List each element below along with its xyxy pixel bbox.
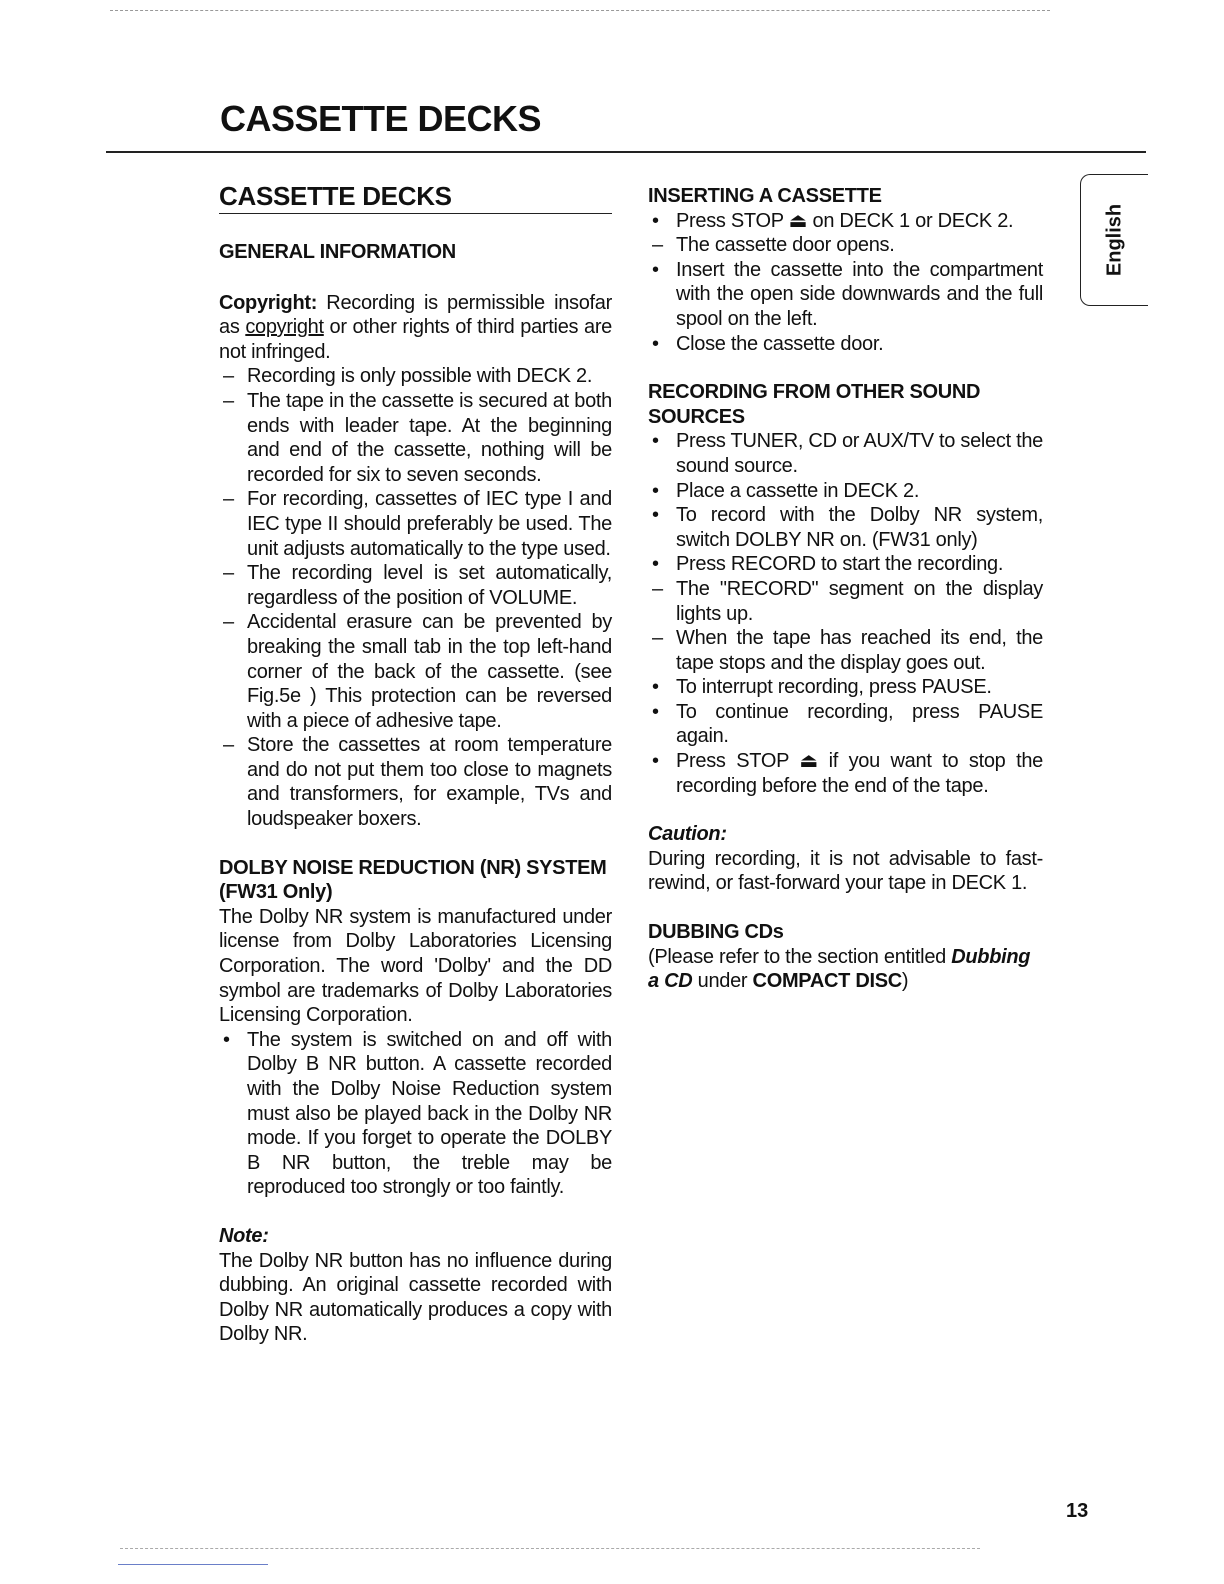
- caution-paragraph: During recording, it is not advisable to fast-rewind, or fast-forward your tape in DECK 1.: [648, 847, 1043, 895]
- list-item-text: The recording level is set automatically, regardless of the position of VOLUME.: [247, 562, 612, 609]
- dolby-paragraph: The Dolby NR system is manufactured under license from Dolby Laboratories Licensing Corporation. The word 'Dolby' and the DD symbol are trademarks of Dolby Laboratories Licensing Corporation.: [219, 905, 612, 1027]
- list-item-text: Store the cassettes at room temperature and do not put them too close to magnets and transformers, for example, TVs and loudspeaker boxers.: [247, 734, 612, 831]
- dolby-list: [219, 1028, 612, 1200]
- list-item: – The "RECORD" segment on the display lights up.: [652, 577, 1043, 625]
- list-item: • To interrupt recording, press PAUSE.: [652, 676, 992, 699]
- dubbing-bold: COMPACT DISC: [752, 970, 902, 993]
- list-item: – When the tape has reached its end, the tape stops and the display goes out.: [652, 627, 1043, 674]
- list-item-text: Insert the cassette into the compartment with the open side downwards and the full spool on the left.: [676, 258, 1043, 330]
- list-item: – The cassette door opens.: [652, 234, 895, 257]
- list-item: • Press RECORD to start the recording.: [652, 553, 1004, 576]
- caution-heading: Caution:: [648, 823, 727, 846]
- page-number: 13: [1066, 1500, 1089, 1522]
- list-item-text: The system is switched on and off with Dolby B NR button. A cassette recorded with the Dolby Noise Reduction system must also be played back in the Dolby NR mode. If you forget to operate the DOLBY B NR button, the treble may be reproduced too strongly or too faintly.: [247, 1028, 612, 1199]
- list-item-text: The tape in the cassette is secured at both ends with leader tape. At the beginning and end of the cassette, nothing will be recorded for six to seven seconds.: [247, 389, 612, 486]
- list-item-text: For recording, cassettes of IEC type I and IEC type II should preferably be used. The unit adjusts automatically to the type used.: [247, 488, 612, 560]
- list-item-text: When the tape has reached its end, the tape stops and the display goes out.: [676, 627, 1043, 674]
- list-item-text: Press STOP ⏏ on DECK 1 or DECK 2.: [676, 209, 1014, 232]
- dubbing-italic: Dubbing a CD: [648, 945, 1031, 993]
- list-item: • The system is switched on and off with Dolby B NR button. A cassette recorded with the Dolby Noise Reduction system must also be played back in the Dolby NR mode. If you forget to operate the DOLBY B NR button, the treble may be reproduced too strongly or too faintly.: [223, 1028, 612, 1199]
- list-item: – For recording, cassettes of IEC type I and IEC type II should preferably be used. The unit adjusts automatically to the type used.: [223, 488, 612, 560]
- title-rule: [106, 151, 1146, 153]
- dubbing-text: (Please refer to the section entitled: [648, 945, 952, 968]
- list-item: • Press STOP ⏏ on DECK 1 or DECK 2.: [652, 209, 1014, 232]
- scan-artifact-bottom: [120, 1548, 980, 1549]
- scan-artifact-line: [118, 1564, 268, 1565]
- copyright-paragraph: [219, 291, 612, 365]
- list-item: – Store the cassettes at room temperature and do not put them too close to magnets and transformers, for example, TVs and loudspeaker boxers.: [223, 734, 612, 831]
- general-information-heading: GENERAL INFORMATION: [219, 241, 456, 263]
- right-column: [648, 184, 1043, 994]
- dubbing-text-mid: under: [692, 970, 753, 993]
- list-item: – The tape in the cassette is secured at both ends with leader tape. At the beginning and end of the cassette, nothing will be recorded for six to seven seconds.: [223, 389, 612, 486]
- list-item: • To record with the Dolby NR system, switch DOLBY NR on. (FW31 only): [652, 504, 1043, 551]
- list-item-text: Close the cassette door.: [676, 332, 884, 355]
- copyright-text: Recording is permissible insofar as: [219, 291, 612, 339]
- dubbing-heading: DUBBING CDs: [648, 921, 784, 944]
- list-item-text: The cassette door opens.: [676, 234, 895, 257]
- dubbing-paragraph: [648, 945, 1043, 994]
- list-item-text: Press STOP ⏏ if you want to stop the recording before the end of the tape.: [676, 750, 1043, 797]
- copyright-link: copyright: [245, 316, 324, 339]
- list-item: • Place a cassette in DECK 2.: [652, 479, 920, 502]
- list-item: • To continue recording, press PAUSE again.: [652, 700, 1043, 748]
- scan-artifact-top: [110, 10, 1050, 11]
- language-tab: [1080, 174, 1148, 306]
- copyright-label: Copyright:: [219, 291, 318, 314]
- recording-heading: RECORDING FROM OTHER SOUND SOURCES: [648, 381, 981, 428]
- inserting-heading: INSERTING A CASSETTE: [648, 185, 882, 207]
- list-item-text: Press TUNER, CD or AUX/TV to select the sound source.: [676, 430, 1043, 477]
- list-item: – Accidental erasure can be prevented by breaking the small tab in the top left-hand corner of the back of the cassette. (see Fig.5e ) This protection can be reversed with a piece of adhesive tape.: [223, 611, 612, 732]
- list-item-text: Accidental erasure can be prevented by breaking the small tab in the top left-hand corner of the back of the cassette. (see Fig.5e ) This protection can be reversed with a piece of adhesive tape.: [247, 611, 612, 732]
- inserting-list: [648, 209, 1043, 357]
- list-item-text: To interrupt recording, press PAUSE.: [676, 676, 992, 699]
- list-item: • Press STOP ⏏ if you want to stop the recording before the end of the tape.: [652, 750, 1043, 797]
- list-item: – Recording is only possible with DECK 2.: [223, 365, 593, 388]
- list-item: • Insert the cassette into the compartment with the open side downwards and the full spool on the left.: [652, 258, 1043, 330]
- list-item-text: The "RECORD" segment on the display lights up.: [676, 577, 1043, 625]
- language-tab-label: English: [1103, 203, 1125, 277]
- note-paragraph: The Dolby NR button has no influence during dubbing. An original cassette recorded with Dolby NR automatically produces a copy with Dolby NR.: [219, 1249, 612, 1346]
- list-item-text: Place a cassette in DECK 2.: [676, 479, 920, 502]
- general-information-list: [219, 364, 612, 831]
- list-item-text: Recording is only possible with DECK 2.: [247, 365, 593, 388]
- left-column: [219, 181, 612, 1347]
- list-item: • Close the cassette door.: [652, 332, 884, 355]
- copyright-text-end: or other rights of third parties are not infringed.: [219, 316, 612, 363]
- list-item: – The recording level is set automatically, regardless of the position of VOLUME.: [223, 562, 612, 609]
- dubbing-text-end: ): [901, 970, 909, 993]
- note-heading: Note:: [219, 1224, 269, 1247]
- dolby-heading: DOLBY NOISE REDUCTION (NR) SYSTEM (FW31 Only): [219, 856, 607, 904]
- section-title: CASSETTE DECKS: [219, 181, 612, 214]
- recording-list: [648, 429, 1043, 798]
- page-title: CASSETTE DECKS: [220, 98, 542, 139]
- list-item-text: To record with the Dolby NR system, switch DOLBY NR on. (FW31 only): [676, 504, 1043, 551]
- list-item: • Press TUNER, CD or AUX/TV to select the sound source.: [652, 430, 1043, 477]
- list-item-text: Press RECORD to start the recording.: [676, 553, 1004, 576]
- list-item-text: To continue recording, press PAUSE again.: [676, 700, 1043, 748]
